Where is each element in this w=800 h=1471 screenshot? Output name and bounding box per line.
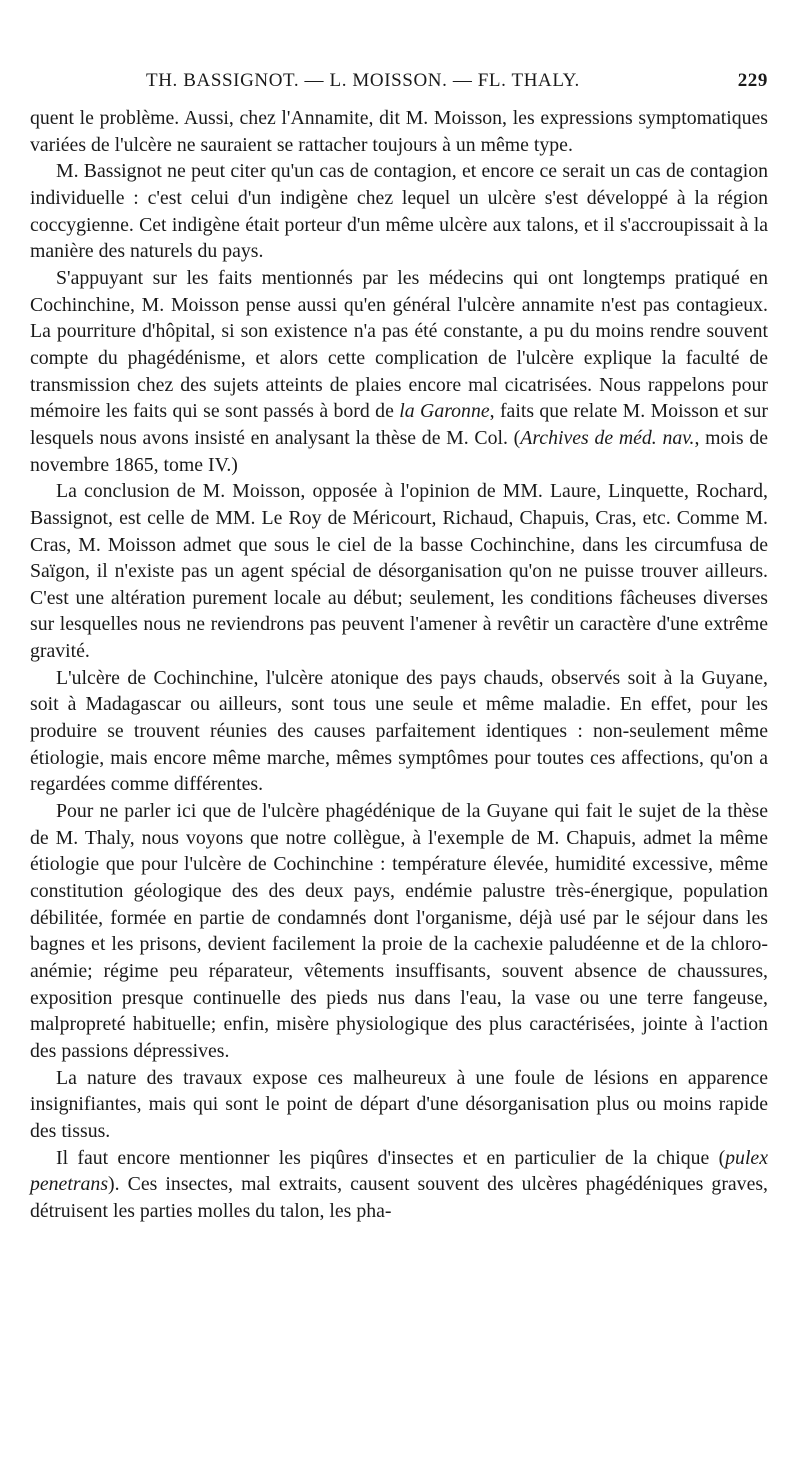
running-title: TH. BASSIGNOT. — L. MOISSON. — FL. THALY. [146,70,580,91]
text-run: L'ulcère de Cochinchine, l'ulcère atonique des pays chauds, observés soit à la Guyane, soit à Madagascar ou ailleurs, sont tous une seule et même maladie. En effet, pour les produire se trouvent réunies des causes parfaitement identiques : non-seulement même étiologie, mais encore même marche, mêmes symptômes pour toutes ces affections, qu'on a regardées comme différentes. [30,666,768,796]
paragraph [30,105,768,158]
paragraph [30,1145,768,1225]
paragraph [30,158,768,265]
text-run: Pour ne parler ici que de l'ulcère phagédénique de la Guyane qui fait le sujet de la thèse de M. Thaly, nous voyons que notre collègue, à l'exemple de M. Chapuis, admet la même étiologie que pour l'ulcère de Cochinchine : température élevée, humidité excessive, même constitution géologique des des deux pays, endémie palustre très-énergique, population débilitée, formée en partie de condamnés dont l'organisme, déjà usé par le séjour dans les bagnes et les prisons, devient facilement la proie de la cachexie paludéenne et de la chloro-anémie; régime peu réparateur, vêtements insuffisants, souvent absence de chaussures, exposition presque continuelle des pieds nus dans l'eau, la vase ou une terre fangeuse, malpropreté habituelle; enfin, misère physiologique des plus caractérisées, jointe à l'action des passions dépressives. [30,800,768,1062]
body-text [30,105,768,1225]
paragraph [30,265,768,478]
text-run: , faits que relate M. Moisson et sur lesquels nous avons insisté en analysant la thèse de M. Col. ( [30,400,768,449]
journal-title-italic: Archives de méd. nav. [520,426,695,449]
paragraph [30,665,768,798]
page [30,0,770,1471]
text-run: Il faut encore mentionner les piqûres d'insectes et en particulier de la chique ( [56,1146,726,1169]
text-run: La nature des travaux expose ces malheureux à une foule de lésions en apparence insignifiantes, mais qui sont le point de départ d'une désorganisation plus ou moins rapide des tissus. [30,1066,768,1142]
paragraph [30,798,768,1065]
running-head [30,70,770,98]
text-run: La conclusion de M. Moisson, opposée à l'opinion de MM. Laure, Linquette, Rochard, Bassignot, est celle de MM. Le Roy de Méricourt, Richaud, Chapuis, Cras, etc. Comme M. Cras, M. Moisson admet que sous le ciel de la basse Cochinchine, dans les circumfusa de Saïgon, il n'existe pas un agent spécial de désorganisation qu'on ne puisse trouver ailleurs. C'est une altération purement locale au début; seulement, les conditions fâcheuses diverses sur lesquelles nous ne reviendrons pas peuvent l'amener à revêtir un caractère d'une extrême gravité. [30,480,768,663]
species-name-italic: pulex penetrans [30,1146,768,1196]
text-run: M. Bassignot ne peut citer qu'un cas de contagion, et encore ce serait un cas de contagion individuelle : c'est celui d'un indigène chez lequel un ulcère s'est développé à la région coccygienne. Cet indigène était porteur d'un même ulcère aux talons, et il s'accroupissait à la manière des naturels du pays. [30,160,768,263]
text-run: , mois de novembre 1865, tome IV.) [30,426,769,476]
paragraph [30,1065,768,1145]
paragraph [30,478,768,665]
page-number: 229 [737,70,768,91]
text-run: S'appuyant sur les faits mentionnés par les médecins qui ont longtemps pratiqué en Cochinchine, M. Moisson pense aussi qu'en général l'ulcère annamite n'est pas contagieux. La pourriture d'hôpital, si son existence n'a pas été constante, a pu du moins rendre souvent compte du phagédénisme, et alors cette complication de l'ulcère explique la faculté de transmission chez des sujets atteints de plaies encore mal cicatrisées. Nous rappelons pour mémoire les faits qui se sont passés à bord de [30,266,768,423]
text-run: ). Ces insectes, mal extraits, causent souvent des ulcères phagédéniques graves, détruisent les parties molles du talon, les pha- [30,1173,768,1222]
text-run: quent le problème. Aussi, chez l'Annamite, dit M. Moisson, les expressions symptomatiques variées de l'ulcère ne sauraient se rattacher toujours à un même type. [30,107,768,156]
ship-name-italic: la Garonne [399,400,490,423]
